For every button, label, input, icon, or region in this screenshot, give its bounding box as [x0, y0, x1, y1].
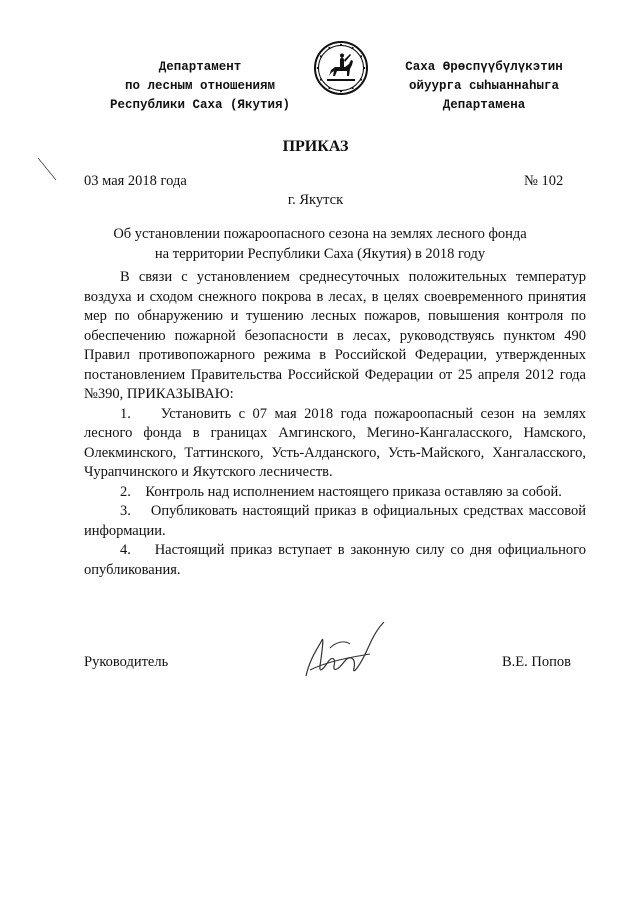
subject-line: на территории Республики Саха (Якутия) в 2018 году — [154, 246, 486, 262]
order-item — [84, 541, 586, 580]
order-item-text: Установить с 07 мая 2018 года пожароопасный сезон на землях лесного фонда в границах Амгинского, Мегино-Кангаласского, Намского, Олекминского, Таттинского, Усть-Алданского, Усть-Майского, Хангаласского, Чурапчинского и Якутского лесничеств. — [84, 405, 587, 480]
header-right-line: Саха Өрөспүүбүлүкэтин — [405, 60, 563, 74]
pen-mark — [36, 156, 60, 184]
subject-line: Об установлении пожароопасного сезона на землях лесного фонда — [113, 226, 527, 242]
order-item-text: Контроль над исполнением настоящего приказа оставляю за собой. — [145, 483, 562, 500]
handwritten-signature — [300, 618, 388, 688]
document-city: г. Якутск — [287, 192, 344, 208]
header-right-line: ойуурга сыһыаннаһыга — [408, 79, 560, 93]
signer-role: Руководитель — [84, 654, 169, 670]
header-left-line: Департамент — [158, 60, 242, 74]
signer-name: В.Е. Попов — [502, 654, 571, 670]
order-item-text: Опубликовать настоящий приказ в официальных средствах массовой информации. — [84, 503, 587, 539]
document-body — [84, 268, 586, 580]
document-date: 03 мая 2018 года — [84, 173, 187, 189]
order-item-number: 3. — [120, 503, 131, 519]
header-right-line: Департамена — [442, 98, 526, 112]
department-name-sakha — [370, 58, 598, 115]
header-left-line: Республики Саха (Якутия) — [109, 98, 291, 112]
order-item — [84, 502, 586, 541]
order-item-text: Настоящий приказ вступает в законную силу со дня официального опубликования. — [84, 542, 587, 578]
order-item — [84, 483, 586, 503]
order-item — [84, 405, 586, 483]
department-name-ru — [70, 58, 330, 115]
order-item-number: 1. — [120, 405, 131, 422]
document-subject — [80, 224, 560, 264]
order-item-number: 4. — [120, 542, 131, 558]
header-left-line: по лесным отношениям — [124, 79, 276, 93]
document-title: ПРИКАЗ — [282, 138, 349, 155]
preamble-paragraph: В связи с установлением среднесуточных положительных температур воздуха и сходом снежного покрова в лесах, в целях своевременного принятия мер по обнаружению и тушению лесных пожаров, повышения контроля по обеспечению пожарной безопасности в лесах, руководствуясь пунктом 490 Правил противопожарного режима в Российской Федерации, утвержденных постановлением Правительства Российской Федерации от 25 апреля 2012 года №390, ПРИКАЗЫВАЮ: — [84, 269, 586, 402]
yakutia-coat-of-arms-icon — [313, 40, 369, 96]
document-number: № 102 — [524, 173, 564, 189]
order-item-number: 2. — [120, 483, 131, 500]
